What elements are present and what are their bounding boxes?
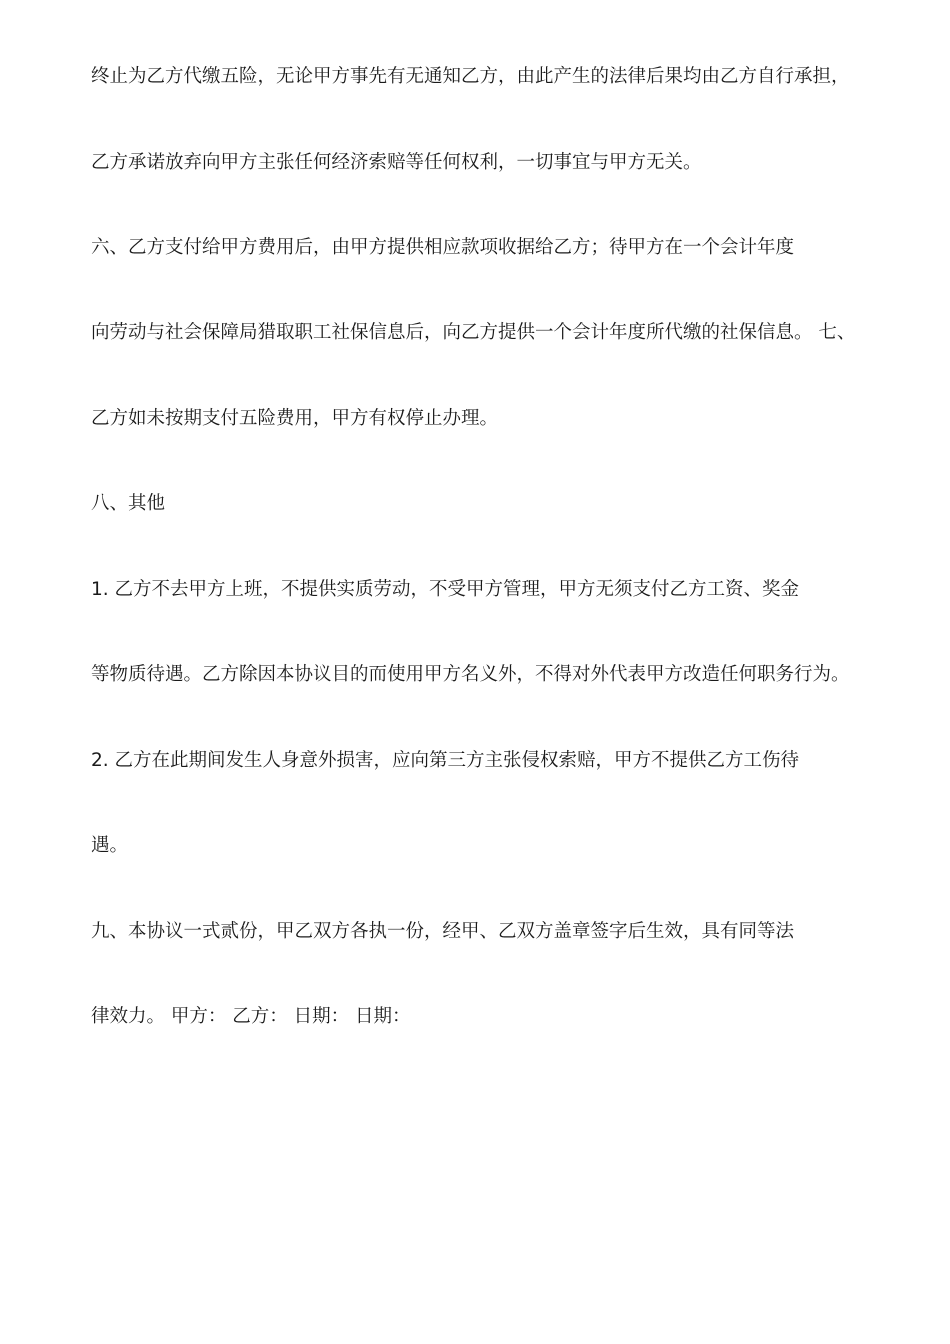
text-line-7: 1. 乙方不去甲方上班，不提供实质劳动，不受甲方管理，甲方无须支付乙方工资、奖金 [91, 579, 800, 600]
text-line-9: 2. 乙方在此期间发生人身意外损害，应向第三方主张侵权索赔，甲方不提供乙方工伤待 [91, 750, 800, 771]
text-line-3: 六、乙方支付给甲方费用后，由甲方提供相应款项收据给乙方；待甲方在一个会计年度 [91, 237, 795, 258]
section-heading-other: 八、其他 [91, 493, 166, 514]
text-line-8: 等物质待遇。乙方除因本协议目的而使用甲方名义外，不得对外代表甲方改造任何职务行为。 [91, 664, 850, 685]
signature-line: 律效力。 甲方： 乙方： 日期： 日期： [91, 1006, 411, 1027]
text-line-1: 终止为乙方代缴五险，无论甲方事先有无通知乙方，由此产生的法律后果均由乙方自行承担， [91, 66, 850, 87]
text-line-10: 遇。 [91, 835, 129, 856]
text-line-2: 乙方承诺放弃向甲方主张任何经济索赔等任何权利，一切事宜与甲方无关。 [91, 152, 702, 173]
text-line-11: 九、本协议一式贰份，甲乙双方各执一份，经甲、乙双方盖章签字后生效，具有同等法 [91, 921, 795, 942]
text-line-5: 乙方如未按期支付五险费用，甲方有权停止办理。 [91, 408, 499, 429]
text-line-4: 向劳动与社会保障局猎取职工社保信息后，向乙方提供一个会计年度所代缴的社保信息。 七、 [91, 322, 856, 343]
